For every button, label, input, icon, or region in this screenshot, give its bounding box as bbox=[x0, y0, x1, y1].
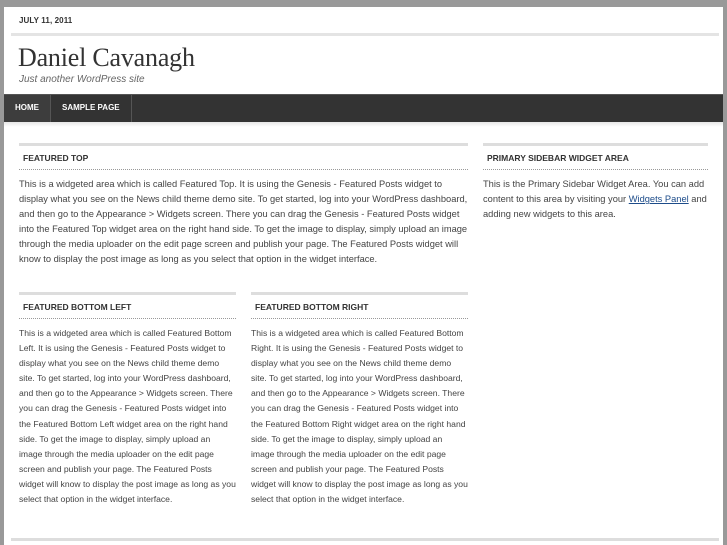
nav-item-sample-page[interactable]: SAMPLE PAGE bbox=[51, 95, 132, 122]
site-title[interactable]: Daniel Cavanagh bbox=[18, 43, 195, 72]
page-wrapper bbox=[4, 7, 723, 545]
widget-text: This is a widgeted area which is called Featured Bottom Left. It is using the Genesis - Featured Posts widget to display what you see on the News child theme demo site. To get started, log into your WordPress dashboard, and then go to the Appearance > Widgets screen. There you can drag the Genesis - Featured Posts widget into the Featured Bottom Left widget area on the right hand side. To get the image to display, simply upload an image through the media uploader on the edit page screen and publish your page. The Featured Posts widget will know to display the post image as long as you select that option in the widget interface. bbox=[19, 328, 236, 505]
sidebar-text: and adding new widgets to this area. bbox=[483, 194, 707, 219]
sidebar-text: This is the Primary Sidebar Widget Area. You can add content to this area by visiting your bbox=[483, 179, 705, 204]
date-label: JULY 11, 2011 bbox=[19, 16, 73, 25]
featured-bottom-left-widget bbox=[19, 292, 236, 507]
site-tagline: Just another WordPress site bbox=[19, 74, 145, 85]
widget-text: This is a widgeted area which is called Featured Top. It is using the Genesis - Featured Posts widget to display what you see on the News child theme demo site. To get started, log into your WordPress dashboard, and then go to the Appearance > Widgets screen. There you can drag the Genesis - Featured Posts widget into the Featured Top widget area on the right hand side. To get the image to display, simply upload an image through the media uploader on the edit page screen and publish your page. The Featured Posts widget will know to display the post image as long as you select that option in the widget interface. bbox=[19, 179, 468, 264]
primary-sidebar-widget bbox=[483, 143, 708, 222]
widget-title: FEATURED BOTTOM LEFT bbox=[19, 292, 236, 319]
widget-title: FEATURED TOP bbox=[19, 143, 468, 170]
nav-shadow bbox=[4, 122, 723, 127]
widgets-panel-link[interactable]: Widgets Panel bbox=[628, 194, 689, 204]
widget-title: PRIMARY SIDEBAR WIDGET AREA bbox=[483, 143, 708, 170]
featured-top-widget bbox=[19, 143, 468, 267]
nav-item-home[interactable]: HOME bbox=[4, 95, 51, 122]
widget-text bbox=[483, 177, 708, 222]
top-bar bbox=[11, 7, 719, 36]
featured-bottom-right-widget bbox=[251, 292, 468, 507]
main-nav bbox=[4, 94, 723, 122]
widget-title: FEATURED BOTTOM RIGHT bbox=[251, 292, 468, 319]
widget-text: This is a widgeted area which is called Featured Bottom Right. It is using the Genesis - Featured Posts widget to display what you see on the News child theme demo site. To get started, log into your WordPress dashboard, and then go to the Appearance > Widgets screen. There you can drag the Genesis - Featured Posts widget into the Featured Bottom Right widget area on the right hand side. To get the image to display, simply upload an image through the media uploader on the edit page screen and publish your page. The Featured Posts widget will know to display the post image as long as you select that option in the widget interface. bbox=[251, 328, 468, 505]
footer-divider bbox=[11, 538, 719, 541]
